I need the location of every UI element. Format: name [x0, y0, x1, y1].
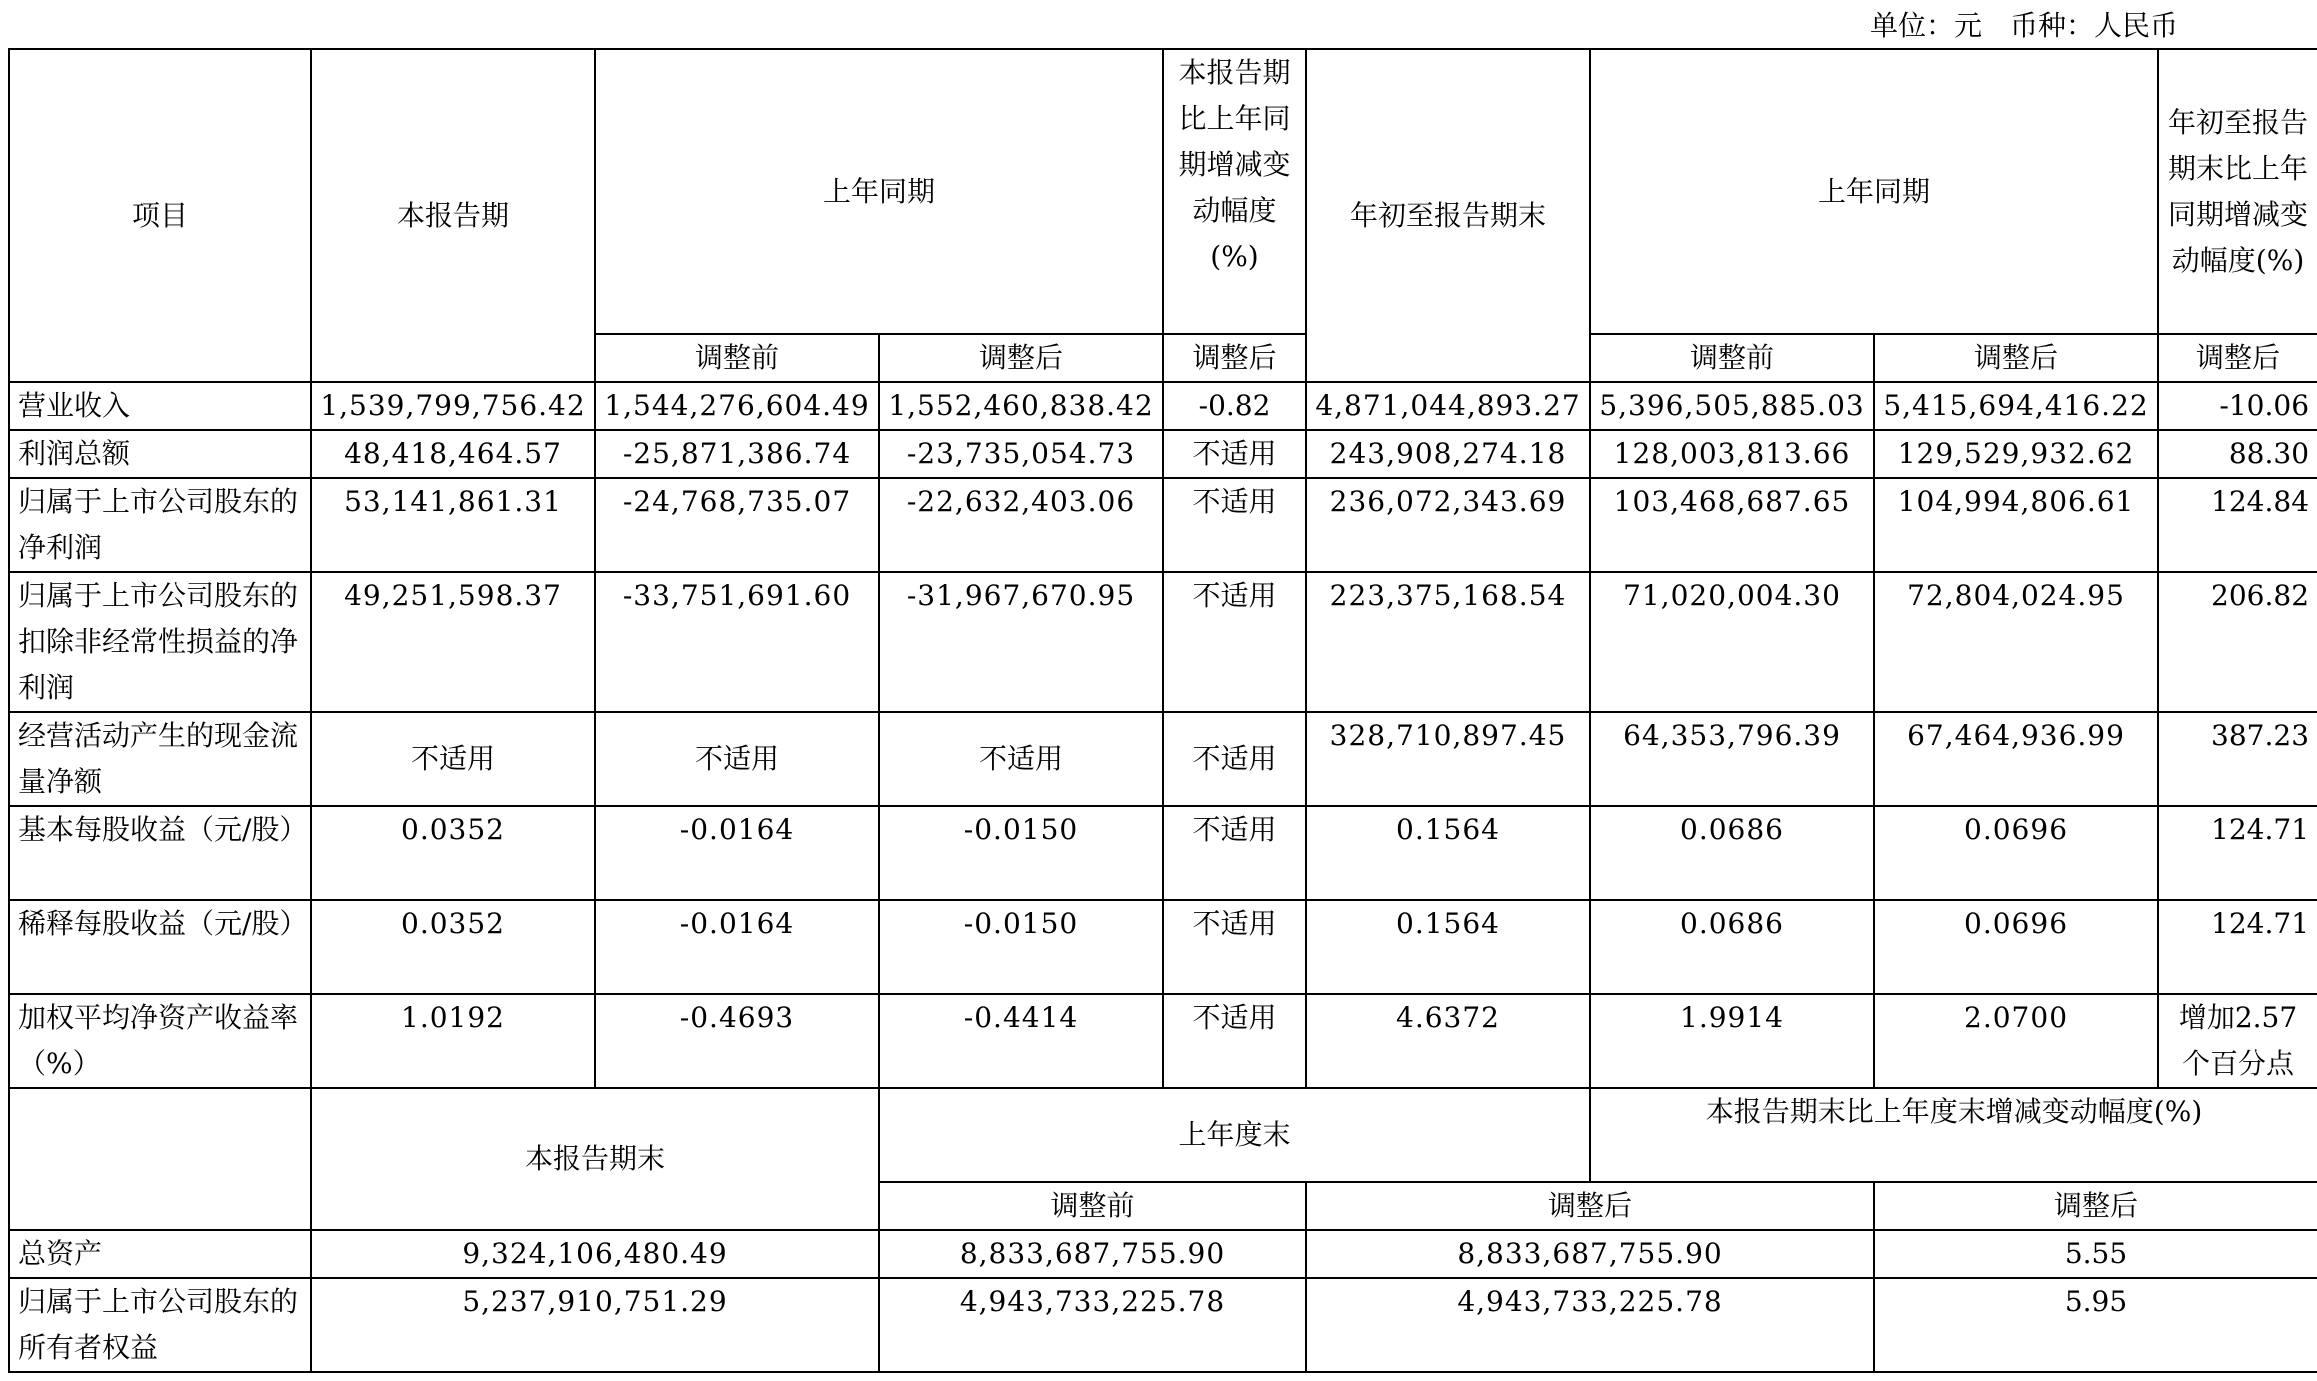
cell-ytd-prev-before: 1.9914	[1590, 994, 1874, 1088]
cell-ytd: 4.6372	[1306, 994, 1590, 1088]
header-before-adjust: 调整前	[595, 334, 879, 382]
row-label: 归属于上市公司股东的所有者权益	[9, 1278, 311, 1372]
header-change-after-adjust: 调整后	[1163, 334, 1306, 382]
cell-change: 不适用	[1163, 900, 1306, 994]
row-label: 归属于上市公司股东的扣除非经常性损益的净利润	[9, 572, 311, 712]
table-row	[9, 806, 2317, 900]
cell-current: 53,141,861.31	[311, 478, 595, 572]
row-label: 营业收入	[9, 382, 311, 430]
header-change-ytd: 年初至报告期末比上年同期增减变动幅度(%)	[2158, 49, 2317, 334]
cell-ytd-change: 206.82	[2158, 572, 2317, 712]
balance-header-after-adjust: 调整后	[1306, 1182, 1874, 1230]
cell-ytd-change: 387.23	[2158, 712, 2317, 806]
row-label: 归属于上市公司股东的净利润	[9, 478, 311, 572]
cell-change: 不适用	[1163, 572, 1306, 712]
cell-ytd-change: 增加2.57个百分点	[2158, 994, 2317, 1088]
header-ytd: 年初至报告期末	[1306, 49, 1590, 382]
cell-ytd-prev-after: 104,994,806.61	[1874, 478, 2158, 572]
cell-change: 不适用	[1163, 712, 1306, 806]
cell-prev-before: 不适用	[595, 712, 879, 806]
header-ytd-after-adjust: 调整后	[1874, 334, 2158, 382]
financial-data-table	[8, 48, 2317, 1373]
cell-ytd-prev-before: 71,020,004.30	[1590, 572, 1874, 712]
cell-period-end: 5,237,910,751.29	[311, 1278, 879, 1372]
header-current-period: 本报告期	[311, 49, 595, 382]
cell-ytd: 0.1564	[1306, 900, 1590, 994]
cell-prev-before: -0.0164	[595, 900, 879, 994]
cell-prev-after: -0.0150	[879, 900, 1163, 994]
cell-prev-before: -25,871,386.74	[595, 430, 879, 478]
cell-ytd-prev-before: 64,353,796.39	[1590, 712, 1874, 806]
cell-current: 1,539,799,756.42	[311, 382, 595, 430]
cell-prev-after: 不适用	[879, 712, 1163, 806]
balance-header-last-year-end: 上年度末	[879, 1088, 1590, 1182]
cell-ytd-change: 124.71	[2158, 806, 2317, 900]
cell-balance-change: 5.95	[1874, 1278, 2317, 1372]
cell-last-year-before: 8,833,687,755.90	[879, 1230, 1306, 1278]
row-label: 基本每股收益（元/股）	[9, 806, 311, 900]
cell-ytd-prev-after: 67,464,936.99	[1874, 712, 2158, 806]
cell-last-year-after: 8,833,687,755.90	[1306, 1230, 1874, 1278]
cell-prev-before: -24,768,735.07	[595, 478, 879, 572]
table-row	[9, 900, 2317, 994]
cell-change: 不适用	[1163, 430, 1306, 478]
cell-change: 不适用	[1163, 806, 1306, 900]
cell-current: 不适用	[311, 712, 595, 806]
header-after-adjust: 调整后	[879, 334, 1163, 382]
table-row	[9, 1230, 2317, 1278]
cell-ytd-prev-before: 0.0686	[1590, 806, 1874, 900]
header-ytd-before-adjust: 调整前	[1590, 334, 1874, 382]
header-same-period-last-year-ytd: 上年同期	[1590, 49, 2158, 334]
cell-prev-after: -0.4414	[879, 994, 1163, 1088]
balance-header-period-end: 本报告期末	[311, 1088, 879, 1230]
table-row	[9, 382, 2317, 430]
cell-ytd-change: -10.06	[2158, 382, 2317, 430]
cell-last-year-after: 4,943,733,225.78	[1306, 1278, 1874, 1372]
cell-prev-before: -0.0164	[595, 806, 879, 900]
cell-ytd-prev-after: 72,804,024.95	[1874, 572, 2158, 712]
cell-prev-after: -31,967,670.95	[879, 572, 1163, 712]
cell-ytd-change: 88.30	[2158, 430, 2317, 478]
cell-ytd-change: 124.84	[2158, 478, 2317, 572]
cell-current: 0.0352	[311, 806, 595, 900]
row-label: 加权平均净资产收益率（%）	[9, 994, 311, 1088]
table-row	[9, 994, 2317, 1088]
unit-currency-note: 单位：元 币种：人民币	[1870, 9, 2179, 42]
table-row	[9, 430, 2317, 478]
cell-current: 1.0192	[311, 994, 595, 1088]
table-row	[9, 712, 2317, 806]
cell-ytd: 223,375,168.54	[1306, 572, 1590, 712]
cell-ytd-prev-after: 0.0696	[1874, 900, 2158, 994]
cell-current: 49,251,598.37	[311, 572, 595, 712]
row-label: 总资产	[9, 1230, 311, 1278]
cell-ytd-prev-before: 103,468,687.65	[1590, 478, 1874, 572]
balance-header-before-adjust: 调整前	[879, 1182, 1306, 1230]
cell-ytd: 4,871,044,893.27	[1306, 382, 1590, 430]
cell-ytd: 243,908,274.18	[1306, 430, 1590, 478]
cell-prev-before: -33,751,691.60	[595, 572, 879, 712]
header-item: 项目	[9, 49, 311, 382]
cell-ytd-prev-after: 0.0696	[1874, 806, 2158, 900]
cell-prev-after: -23,735,054.73	[879, 430, 1163, 478]
cell-change: 不适用	[1163, 994, 1306, 1088]
cell-prev-before: 1,544,276,604.49	[595, 382, 879, 430]
cell-prev-after: 1,552,460,838.42	[879, 382, 1163, 430]
cell-ytd-prev-before: 5,396,505,885.03	[1590, 382, 1874, 430]
cell-ytd-prev-after: 5,415,694,416.22	[1874, 382, 2158, 430]
header-change-current: 本报告期比上年同期增减变动幅度(%)	[1163, 49, 1306, 334]
cell-last-year-before: 4,943,733,225.78	[879, 1278, 1306, 1372]
cell-ytd-prev-before: 128,003,813.66	[1590, 430, 1874, 478]
table-row	[9, 478, 2317, 572]
cell-period-end: 9,324,106,480.49	[311, 1230, 879, 1278]
header-ytd-change-after-adjust: 调整后	[2158, 334, 2317, 382]
cell-current: 0.0352	[311, 900, 595, 994]
cell-change: 不适用	[1163, 478, 1306, 572]
cell-prev-after: -0.0150	[879, 806, 1163, 900]
cell-current: 48,418,464.57	[311, 430, 595, 478]
cell-prev-after: -22,632,403.06	[879, 478, 1163, 572]
row-label: 稀释每股收益（元/股）	[9, 900, 311, 994]
cell-ytd: 328,710,897.45	[1306, 712, 1590, 806]
balance-header-change: 本报告期末比上年度末增减变动幅度(%)	[1590, 1088, 2317, 1182]
cell-ytd-change: 124.71	[2158, 900, 2317, 994]
row-label: 经营活动产生的现金流量净额	[9, 712, 311, 806]
cell-ytd-prev-after: 129,529,932.62	[1874, 430, 2158, 478]
cell-prev-before: -0.4693	[595, 994, 879, 1088]
cell-ytd: 0.1564	[1306, 806, 1590, 900]
table-row	[9, 1278, 2317, 1372]
cell-balance-change: 5.55	[1874, 1230, 2317, 1278]
cell-ytd-prev-after: 2.0700	[1874, 994, 2158, 1088]
cell-ytd: 236,072,343.69	[1306, 478, 1590, 572]
cell-ytd-prev-before: 0.0686	[1590, 900, 1874, 994]
row-label: 利润总额	[9, 430, 311, 478]
header-same-period-last-year: 上年同期	[595, 49, 1163, 334]
cell-change: -0.82	[1163, 382, 1306, 430]
balance-header-blank	[9, 1088, 311, 1230]
table-row	[9, 572, 2317, 712]
balance-header-change-after: 调整后	[1874, 1182, 2317, 1230]
